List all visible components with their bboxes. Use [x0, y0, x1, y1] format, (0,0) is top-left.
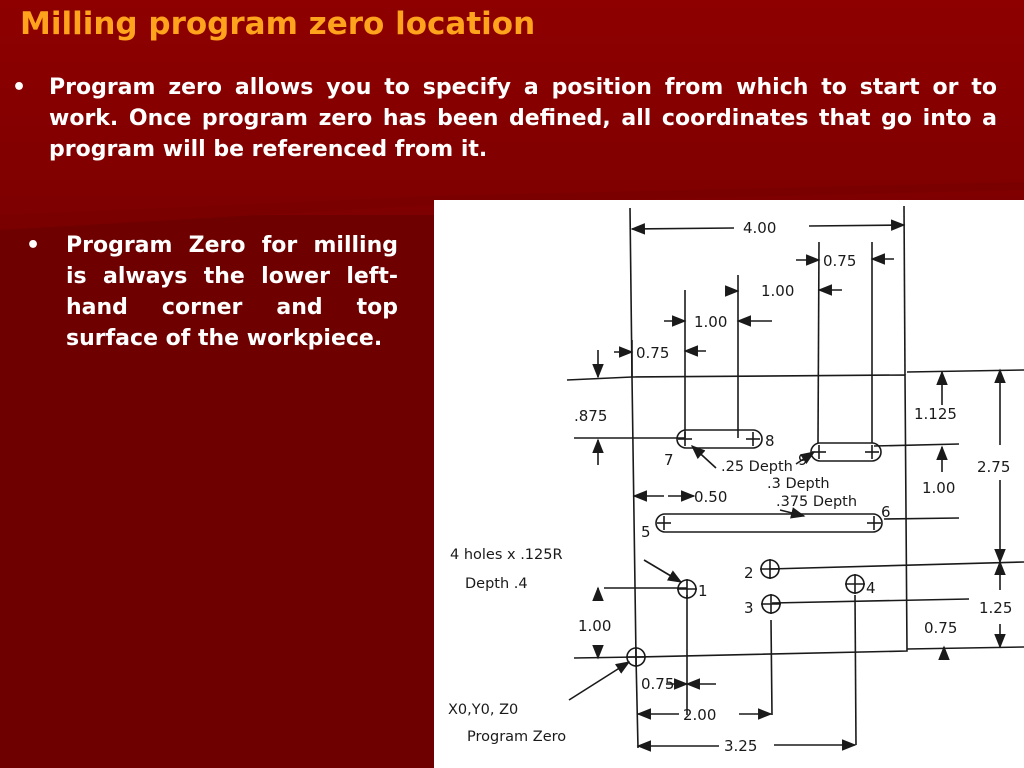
- slide-title: Milling program zero location: [20, 6, 536, 42]
- dim-slot-top-x: 1.00: [694, 313, 728, 331]
- point-number-5: 5: [641, 523, 651, 541]
- dim-height: 2.75: [977, 458, 1011, 476]
- dim-hole4-x: 3.25: [724, 737, 758, 755]
- label-depth-25: .25 Depth: [721, 459, 793, 475]
- label-depth-375: .375 Depth: [776, 494, 858, 510]
- label-depth-3: .3 Depth: [767, 476, 830, 492]
- bullet-dot: •: [12, 75, 27, 100]
- point-number-4: 4: [866, 579, 876, 597]
- dim-slot-spacing: 1.00: [922, 479, 956, 497]
- point-number-7: 7: [664, 451, 674, 469]
- dim-hole3-x: 2.00: [683, 706, 717, 724]
- label-holes-note: 4 holes x .125R: [450, 547, 563, 563]
- bullet-milling-zero: [26, 230, 398, 354]
- point-number-9: 9: [798, 451, 808, 469]
- dim-right-bottom: 1.25: [979, 599, 1013, 617]
- dim-right-top: 1.125: [914, 405, 957, 423]
- slot-lower: [656, 514, 882, 532]
- label-zero-coords: X0,Y0, Z0: [448, 702, 519, 718]
- label-program-zero: Program Zero: [467, 729, 567, 745]
- point-number-1: 1: [698, 582, 708, 600]
- dim-top-margin: .875: [574, 407, 608, 425]
- bullet-dot: •: [26, 233, 41, 258]
- dim-hole1-x: 0.75: [641, 675, 675, 693]
- point-number-6: 6: [881, 503, 891, 521]
- dim-hole-y: 1.00: [578, 617, 612, 635]
- point-number-3: 3: [744, 599, 754, 617]
- dim-right-slot-offset: 0.75: [823, 252, 857, 270]
- bullet-program-zero: [12, 72, 997, 165]
- point-number-8: 8: [765, 432, 775, 450]
- drawing-svg: [434, 200, 1024, 768]
- label-holes-depth: Depth .4: [465, 576, 528, 592]
- milling-drawing: [434, 200, 1024, 768]
- bullet-text: Program Zero for milling is always the lower left-hand corner and top surface of the workpiece.: [66, 233, 398, 351]
- dim-lower-slot-x: 0.50: [694, 488, 728, 506]
- workpiece-outline: [632, 375, 907, 657]
- dim-slot-left-margin: 0.75: [636, 344, 670, 362]
- point-number-2: 2: [744, 564, 754, 582]
- dim-overall-width: 4.00: [743, 219, 777, 237]
- bullet-text: Program zero allows you to specify a position from which to start or to work. Once program zero has been defined, all coordinates that go into a program will be referenced from it.: [49, 75, 997, 162]
- dim-slot-top-length: 1.00: [761, 282, 795, 300]
- dim-hole-right-y: 0.75: [924, 619, 958, 637]
